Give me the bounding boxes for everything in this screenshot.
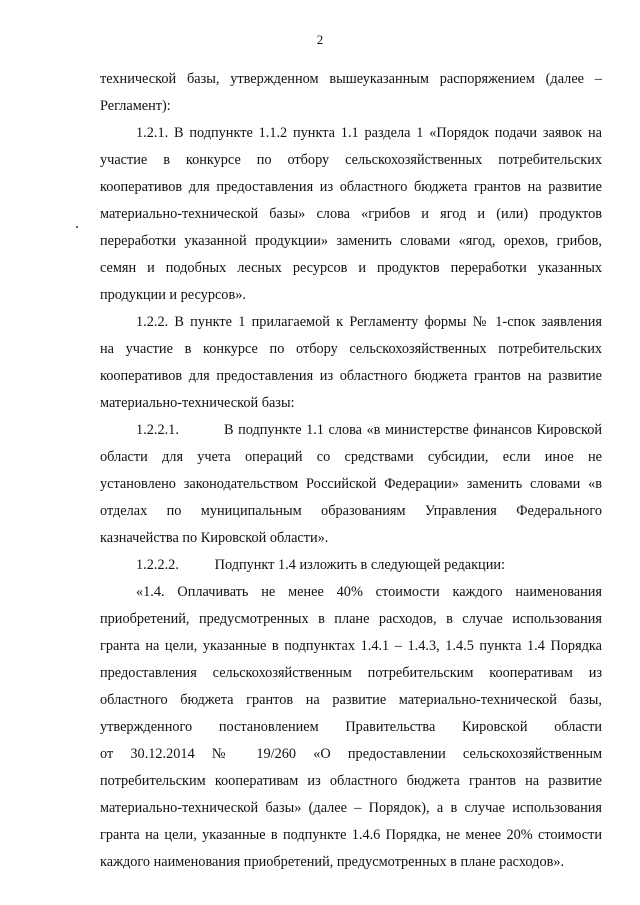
text-line: предоставления сельскохозяйственным потребительским кооперативам из bbox=[100, 665, 602, 681]
text-line: участие в конкурсе по отбору сельскохозяйственных потребительских bbox=[100, 152, 602, 168]
text-line: материально-технической базы: bbox=[100, 395, 295, 411]
text-line: продукции и ресурсов». bbox=[100, 287, 246, 303]
text-line: области для учета операций со средствами субсидии, если иное не bbox=[100, 449, 602, 465]
text-line: переработки указанной продукции» заменить словами «ягод, орехов, грибов, bbox=[100, 233, 602, 249]
page-number: 2 bbox=[316, 32, 324, 47]
text-line: Регламент): bbox=[100, 98, 171, 114]
text-line: утвержденного постановлением Правительства Кировской области bbox=[100, 719, 602, 735]
text-line: кооперативов для предоставления из областного бюджета грантов на развитие bbox=[100, 179, 602, 195]
text-line: отделах по муниципальным образованиям Управления Федерального bbox=[100, 503, 602, 519]
text-line: материально-технической базы» (далее – Порядок), а в случае использования bbox=[100, 800, 602, 816]
paragraph-first-line: 1.2.2.2. Подпункт 1.4 изложить в следующей редакции: bbox=[136, 557, 505, 573]
text-line: технической базы, утвержденном вышеуказанным распоряжением (далее – bbox=[100, 71, 602, 87]
paragraph-first-line: 1.2.2. В пункте 1 прилагаемой к Регламенту формы № 1-спок заявления bbox=[136, 314, 602, 330]
text-line: потребительским кооперативам из областного бюджета грантов на развитие bbox=[100, 773, 602, 789]
text-line: семян и подобных лесных ресурсов и продуктов переработки указанных bbox=[100, 260, 602, 276]
text-line: на участие в конкурсе по отбору сельскохозяйственных потребительских bbox=[100, 341, 602, 357]
text-line: приобретений, предусмотренных в плане расходов, в случае использования bbox=[100, 611, 602, 627]
paragraph-first-line: 1.2.1. В подпункте 1.1.2 пункта 1.1 раздела 1 «Порядок подачи заявок на bbox=[136, 125, 602, 141]
text-line: установлено законодательством Российской Федерации» заменить словами «в bbox=[100, 476, 602, 492]
text-line: областного бюджета грантов на развитие материально-технической базы, bbox=[100, 692, 602, 708]
text-line: казначейства по Кировской области». bbox=[100, 530, 329, 546]
text-line: каждого наименования приобретений, предусмотренных в плане расходов». bbox=[100, 854, 565, 870]
text-line: гранта на цели, указанные в подпункте 1.4.6 Порядка, не менее 20% стоимости bbox=[100, 827, 602, 843]
paragraph-first-line: «1.4. Оплачивать не менее 40% стоимости каждого наименования bbox=[136, 584, 602, 600]
text-line: от 30.12.2014 № 19/260 «О предоставлении сельскохозяйственным bbox=[100, 746, 602, 762]
text-line: гранта на цели, указанные в подпунктах 1.4.1 – 1.4.3, 1.4.5 пункта 1.4 Порядка bbox=[100, 638, 602, 654]
text-line: материально-технической базы» слова «грибов и ягод и (или) продуктов bbox=[100, 206, 602, 222]
scan-speck bbox=[76, 226, 78, 228]
paragraph-first-line: 1.2.2.1. В подпункте 1.1 слова «в министерстве финансов Кировской bbox=[136, 422, 602, 438]
text-line: кооперативов для предоставления из областного бюджета грантов на развитие bbox=[100, 368, 602, 384]
